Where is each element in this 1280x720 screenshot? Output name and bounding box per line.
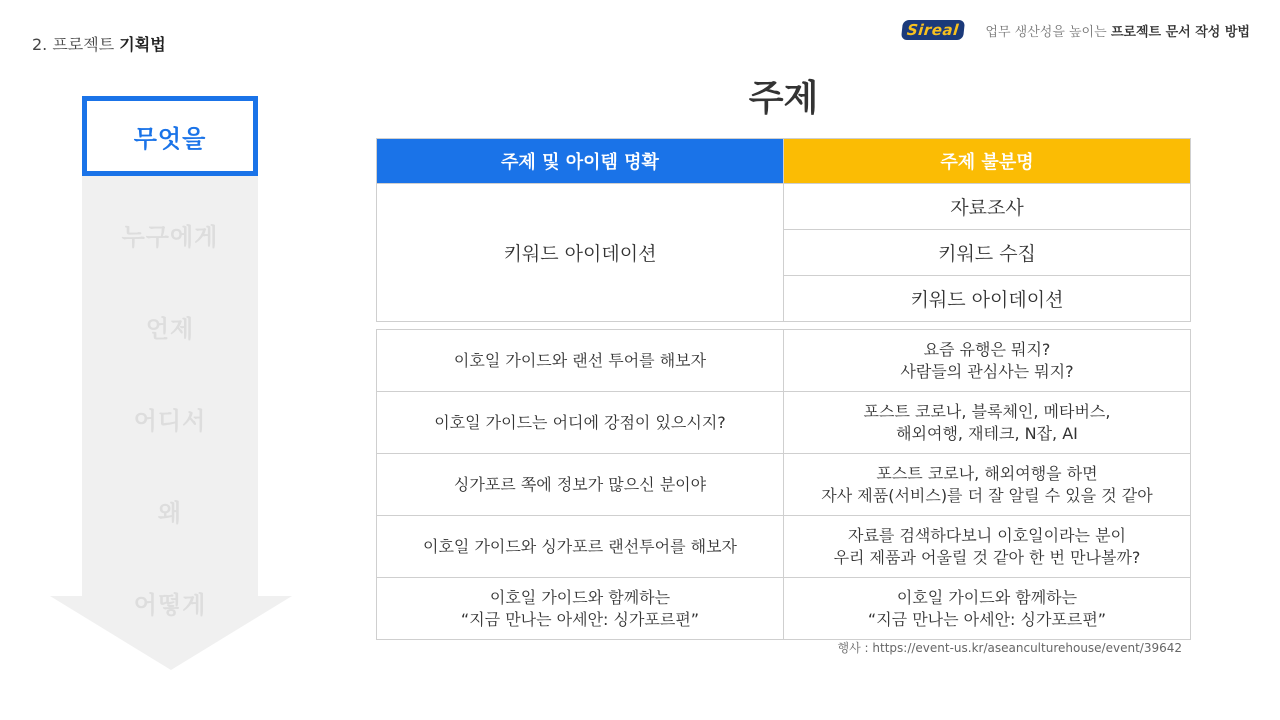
example-left-cell <box>377 516 784 578</box>
header-clear-topic: 주제 및 아이템 명확 <box>377 139 784 184</box>
brand-header <box>902 20 1250 40</box>
example-left-cell <box>377 330 784 392</box>
cell-text: 싱가포르 쪽에 정보가 많으신 분이야 <box>453 474 707 494</box>
tagline-prefix: 업무 생산성을 높이는 <box>985 24 1107 40</box>
cell-text: 이호일 가이드는 어디에 강점이 있으시지? <box>434 412 726 432</box>
step-why: 왜 <box>157 498 183 527</box>
unclear-topic-cell: 자료조사 <box>784 184 1191 230</box>
example-table <box>376 329 1191 640</box>
cell-text: 요즘 유행은 뭐지? <box>923 339 1051 359</box>
step-when: 언제 <box>145 314 195 343</box>
page-title: 주제 <box>748 78 819 119</box>
table-row <box>377 330 1191 392</box>
example-right-cell <box>784 516 1191 578</box>
clear-topic-cell: 키워드 아이데이션 <box>377 184 784 322</box>
cell-text: 이호일 가이드와 함께하는 <box>489 587 671 607</box>
example-left-cell <box>377 392 784 454</box>
cell-text: “지금 만나는 아세안: 싱가포르편” <box>867 609 1107 629</box>
step-what: 무엇을 <box>82 96 258 176</box>
section-label <box>32 32 166 55</box>
step-how: 어떻게 <box>133 590 207 619</box>
cell-text: 자사 제품(서비스)를 더 잘 알릴 수 있을 것 같아 <box>821 485 1153 505</box>
source-note: 행사 : https://event-us.kr/aseanculturehouse/event/39642 <box>837 641 1182 655</box>
example-left-cell <box>377 454 784 516</box>
cell-text: 이호일 가이드와 싱가포르 랜선투어를 해보자 <box>422 536 737 556</box>
cell-text: 이호일 가이드와 랜선 투어를 해보자 <box>453 350 707 370</box>
table-header-row <box>377 139 1191 184</box>
cell-text: 포스트 코로나, 해외여행을 하면 <box>876 463 1098 483</box>
table-row <box>377 392 1191 454</box>
example-right-cell <box>784 330 1191 392</box>
example-right-cell <box>784 578 1191 640</box>
table-row <box>377 516 1191 578</box>
cell-text: 사람들의 관심사는 뭐지? <box>900 361 1074 381</box>
example-left-cell <box>377 578 784 640</box>
header-unclear-topic: 주제 불분명 <box>784 139 1191 184</box>
cell-text: “지금 만나는 아세안: 싱가포르편” <box>460 609 700 629</box>
brand-logo: Sireal <box>901 20 965 40</box>
table-row <box>377 454 1191 516</box>
cell-text: 우리 제품과 어울릴 것 같아 한 번 만나볼까? <box>833 547 1141 567</box>
comparison-table <box>376 138 1191 322</box>
cell-text: 자료를 검색하다보니 이호일이라는 분이 <box>847 525 1126 545</box>
tagline-bold: 프로젝트 문서 작성 방법 <box>1110 24 1250 40</box>
step-list <box>82 96 258 648</box>
example-right-cell <box>784 454 1191 516</box>
section-prefix: 2. 프로젝트 <box>32 35 115 54</box>
table-row <box>377 578 1191 640</box>
unclear-topic-cell: 키워드 아이데이션 <box>784 276 1191 322</box>
unclear-topic-cell: 키워드 수집 <box>784 230 1191 276</box>
example-right-cell <box>784 392 1191 454</box>
table-row <box>377 184 1191 230</box>
section-bold: 기획법 <box>119 35 166 54</box>
cell-text: 이호일 가이드와 함께하는 <box>896 587 1078 607</box>
tagline <box>985 21 1250 40</box>
step-who: 누구에게 <box>121 222 219 251</box>
step-where: 어디서 <box>133 406 207 435</box>
cell-text: 포스트 코로나, 블록체인, 메타버스, <box>863 401 1111 421</box>
cell-text: 해외여행, 재테크, N잡, AI <box>896 423 1078 443</box>
